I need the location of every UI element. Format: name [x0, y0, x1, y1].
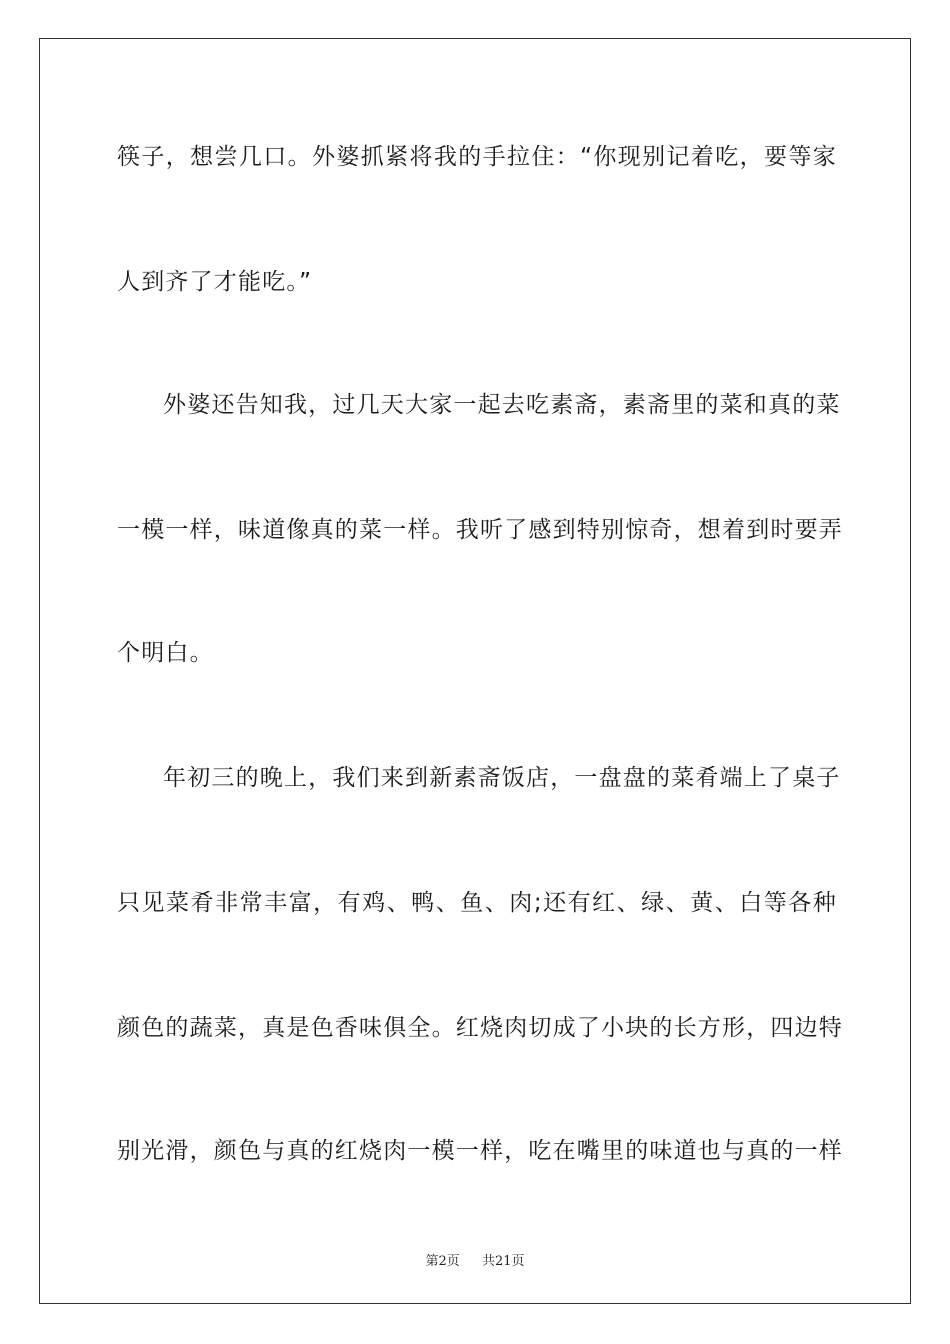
- page-footer: [0, 1250, 950, 1269]
- paragraph-first-line: 年初三的晚上，我们来到新素斋饭店，一盘盘的菜肴端上了桌子: [163, 765, 841, 791]
- text-line: 只见菜肴非常丰富，有鸡、鸭、鱼、肉;还有红、绿、黄、白等各种: [117, 890, 837, 916]
- paragraph-first-line: 外婆还告知我，过几天大家一起去吃素斋，素斋里的菜和真的菜: [163, 392, 841, 418]
- page-border: [39, 38, 911, 1304]
- total-pages: 共21页: [482, 1254, 525, 1269]
- page-number: 第2页: [425, 1254, 460, 1269]
- text-line: 一模一样，味道像真的菜一样。我听了感到特别惊奇，想着到时要弄: [117, 517, 843, 543]
- text-line: 颜色的蔬菜，真是色香味俱全。红烧肉切成了小块的长方形，四边特: [117, 1015, 843, 1041]
- text-line: 人到齐了才能吃。”: [117, 269, 313, 295]
- text-line: 个明白。: [117, 640, 214, 666]
- text-line: 筷子，想尝几口。外婆抓紧将我的手拉住：“你现别记着吃，要等家: [117, 144, 837, 170]
- text-line: 别光滑，颜色与真的红烧肉一模一样，吃在嘴里的味道也与真的一样: [117, 1138, 843, 1164]
